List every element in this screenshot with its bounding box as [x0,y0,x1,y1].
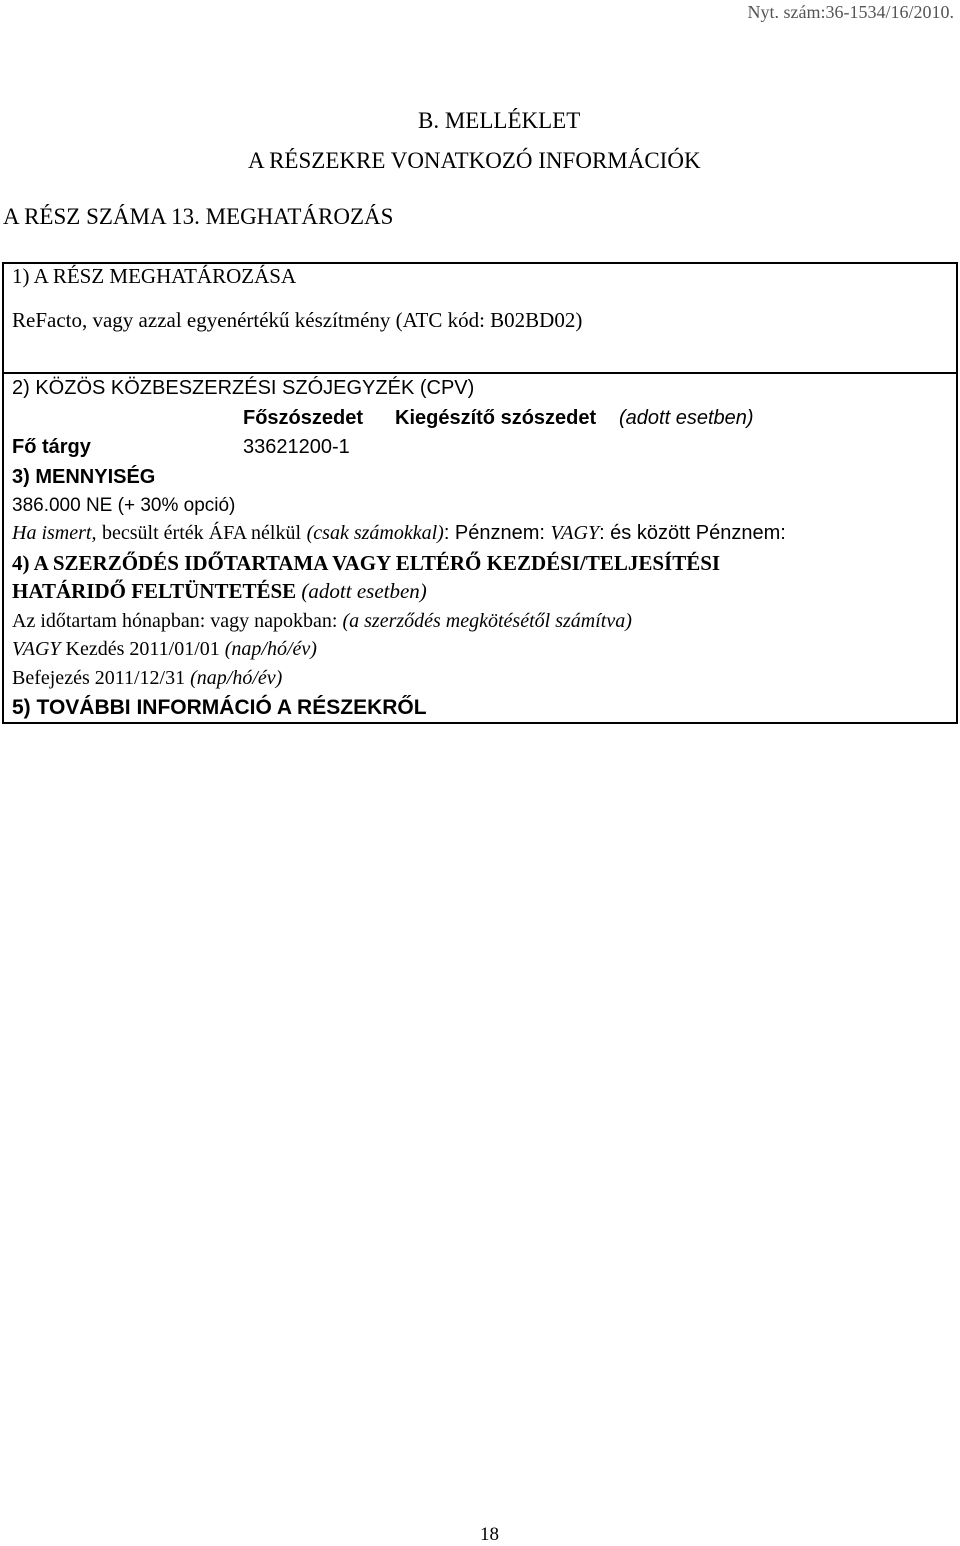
section-1-title: 1) A RÉSZ MEGHATÁROZÁSA [12,264,297,288]
start-date-format: (nap/hó/év) [224,638,317,660]
cpv-column-note: (adott esetben) [619,407,754,429]
end-date-text: Befejezés 2011/12/31 [12,667,186,689]
value-text: becsült érték ÁFA nélkül [102,522,302,544]
end-date-line [12,667,282,690]
cpv-column-supplementary: Kiegészítő szószedet [395,407,597,429]
estimated-value-line [12,522,786,545]
main-subject-label: Fő tárgy [12,436,91,458]
part-heading: A RÉSZ SZÁMA 13. MEGHATÁROZÁS [3,204,394,229]
duration-title-line-2 [12,579,427,604]
duration-title-text: HATÁRIDŐ FELTÜNTETÉSE [12,579,297,603]
reference-number: Nyt. szám:36-1534/16/2010. [747,2,954,22]
section-1-description: ReFacto, vagy azzal egyenértékű készítmény (ATC kód: B02BD02) [12,308,583,332]
start-date-line [12,638,317,661]
annex-subtitle: A RÉSZEKRE VONATKOZÓ INFORMÁCIÓK [248,148,701,173]
main-subject-code: 33621200-1 [243,436,350,458]
start-date-text: Kezdés 2011/01/01 [65,638,220,660]
duration-title-note: (adott esetben) [301,579,427,603]
or-label: VAGY [12,638,61,660]
cpv-title: 2) KÖZÖS KÖZBESZERZÉSI SZÓJEGYZÉK (CPV) [12,377,475,399]
annex-title: B. MELLÉKLET [418,108,581,133]
page-number: 18 [480,1524,499,1545]
duration-note: (a szerződés megkötésétől számítva) [342,610,632,632]
quantity-value: 386.000 NE (+ 30% opció) [12,495,236,516]
duration-line [12,610,632,633]
value-or: VAGY [550,522,600,544]
value-numbers-note: (csak számokkal) [306,522,444,544]
cpv-column-main: Főszószedet [243,407,364,429]
end-date-format: (nap/hó/év) [190,667,283,689]
value-prefix: Ha ismert, [12,522,97,544]
quantity-title: 3) MENNYISÉG [12,466,156,488]
duration-title-line-1: 4) A SZERZŐDÉS IDŐTARTAMA VAGY ELTÉRŐ KEZDÉSI/TELJESÍTÉSI [12,551,721,575]
further-info-title: 5) TOVÁBBI INFORMÁCIÓ A RÉSZEKRŐL [12,696,427,719]
duration-text: Az időtartam hónapban: vagy napokban: [12,610,338,632]
value-between: : és között Pénznem: [599,522,786,544]
value-currency: : Pénznem: [443,522,545,544]
